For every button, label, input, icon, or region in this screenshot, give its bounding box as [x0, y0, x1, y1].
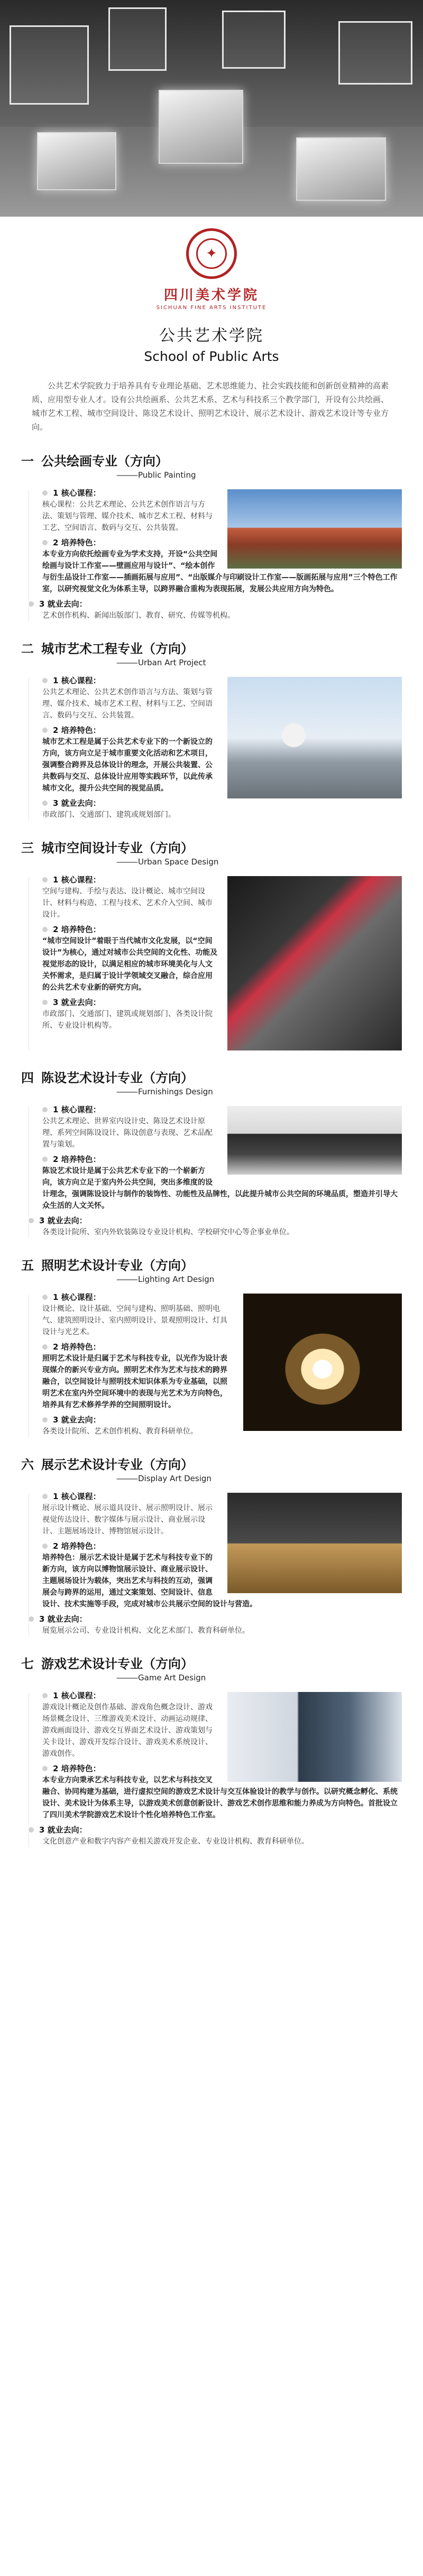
- course-text: 游戏设计概论及创作基础、游戏角色概念设计、游戏场景概念设计、三维游戏美术设计、动画运动规律、游戏画面设计、游戏交互界面艺术设计、游戏策划与关卡设计、游戏开发综合设计、游戏美术系统设计、游戏创作。: [42, 1703, 213, 1758]
- major-body: [21, 487, 402, 625]
- major-number: 五: [21, 1258, 34, 1273]
- major-photo: [227, 1692, 402, 1782]
- major-photo: [227, 876, 402, 1050]
- course-label: 1 核心课程：: [53, 875, 101, 885]
- major-title: [21, 1653, 402, 1672]
- school-header: [0, 217, 423, 371]
- major-section: [0, 1653, 423, 1850]
- feature-text: 培养特色：展示艺术设计是属于艺术与科技专业下的新方向，该方向以博物馆展示设计、商业展示设计、主题展场设计为载体，突出艺术与科技的互动，强调展会与跨界的运用，通过文案策划、空间设计、信息设计、技术实施等手段，完成对城市公共展示空间的设计与营造。: [42, 1554, 257, 1608]
- feature-text: 城市艺术工程是属于公共艺术专业下的一个新设立的方向，该方向立足于城市重要文化活动和艺术项目，强调整合跨界及总体设计的理念，开展公共装置、公共数码与交互、总体设计应用等实践环节，以此传承城市文化，提升公共空间的视觉品质。: [42, 738, 213, 793]
- career-label: 3 就业去向：: [53, 798, 101, 808]
- major-number: 四: [21, 1070, 34, 1085]
- career-text: 市政部门、交通部门、建筑或规划部门、各类设计院所、专业设计机构等。: [42, 1010, 213, 1030]
- school-name-cn: 公共艺术学院: [159, 327, 264, 345]
- career-label: 3 就业去向：: [39, 1216, 87, 1225]
- bullet-dot-icon: [29, 1218, 34, 1223]
- course-text: 空间与建构、手绘与表达、设计概论、城市空间设计、材料与构造、工程与技术、艺术介入空间、城市设计。: [42, 887, 213, 919]
- bullet-dot-icon: [42, 490, 48, 496]
- major-section: [0, 451, 423, 625]
- feature-label: 2 培养特色：: [53, 1342, 101, 1352]
- major-number: 六: [21, 1457, 34, 1472]
- bullet-dot-icon: [42, 801, 48, 806]
- major-body: [21, 1690, 402, 1850]
- exhibit-frame: [108, 7, 167, 71]
- feature-text: 本专业方向秉承艺术与科技专业，以艺术与科技交叉融合、协同构建为基础，进行虚拟空间的游戏艺术设计与交互体验设计的教学与创作。以研究概念孵化、系统设计、美术设计为体系主导，以游戏美术创意创新设计、游戏艺术创作思维和能力养成为方向特色。首批设立了四川美术学院游戏艺术设计个性化培养特色工作室。: [42, 1776, 398, 1819]
- major-name-en: ——— Public Painting: [116, 470, 402, 480]
- bullet-dot-icon: [42, 1494, 48, 1499]
- bullet-dot-icon: [42, 1417, 48, 1422]
- career-label: 3 就业去向：: [53, 1415, 101, 1425]
- major-photo: [227, 1493, 402, 1593]
- course-label: 1 核心课程：: [53, 1691, 101, 1700]
- school-intro: 公共艺术学院致力于培养具有专业理论基础、艺术思维能力、社会实践技能和创新创业精神的高素质、应用型专业人才。设有公共绘画系、公共艺术系、艺术与科技系三个教学部门，开设有公共绘画、城市艺术工程、城市空间设计、陈设艺术设计、照明艺术设计、展示艺术设计、游戏艺术设计等专业方向。: [32, 381, 389, 432]
- brand-subtitle: SICHUAN FINE ARTS INSTITUTE: [156, 305, 267, 311]
- major-name-en: ——— Game Art Design: [116, 1673, 402, 1682]
- major-name: 照明艺术设计专业（方向）: [41, 1258, 194, 1273]
- major-section: [0, 1454, 423, 1640]
- hero-photo: [0, 0, 423, 217]
- bullet-dot-icon: [42, 1000, 48, 1005]
- career-item: [39, 1215, 402, 1238]
- major-section: [0, 1255, 423, 1440]
- bullet-dot-icon: [42, 678, 48, 683]
- major-name-en: ——— Furnishings Design: [116, 1087, 402, 1096]
- career-item: [39, 1824, 402, 1847]
- major-number: 一: [21, 453, 34, 469]
- bullet-dot-icon: [42, 1543, 48, 1549]
- major-body: [21, 874, 402, 1054]
- feature-label: 2 培养特色：: [53, 538, 101, 547]
- major-photo: [227, 489, 402, 569]
- brand-name: 四川美术学院: [163, 287, 259, 303]
- bullet-dot-icon: [42, 1344, 48, 1350]
- course-text: 设计概论、设计基础、空间与建构、照明基础、照明电气、建筑照明设计、室内照明设计、景观照明设计、灯具设计与光艺术。: [42, 1305, 227, 1336]
- major-name: 陈设艺术设计专业（方向）: [41, 1070, 194, 1085]
- feature-label: 2 培养特色：: [53, 925, 101, 934]
- major-name-en: ——— Urban Art Project: [116, 658, 402, 667]
- exhibit-case: [37, 132, 116, 190]
- major-number: 七: [21, 1656, 34, 1671]
- career-label: 3 就业去向：: [53, 998, 101, 1007]
- major-name: 城市艺术工程专业（方向）: [41, 641, 194, 656]
- major-title: [21, 638, 402, 657]
- course-label: 1 核心课程：: [53, 488, 101, 498]
- major-title: [21, 1454, 402, 1473]
- course-label: 1 核心课程：: [53, 1492, 101, 1501]
- course-label: 1 核心课程：: [53, 676, 101, 685]
- bullet-dot-icon: [42, 927, 48, 932]
- career-item: [42, 797, 402, 821]
- career-text: 艺术创作机构、新闻出版部门、教育、研究、传媒等机构。: [42, 611, 235, 620]
- major-number: 三: [21, 840, 34, 855]
- major-photo: [227, 677, 402, 798]
- career-label: 3 就业去向：: [39, 599, 87, 609]
- major-photo: [243, 1294, 402, 1431]
- major-title: [21, 1255, 402, 1273]
- major-section: [0, 838, 423, 1054]
- exhibit-frame: [338, 21, 412, 85]
- school-name-en: School of Public Arts: [144, 349, 279, 364]
- career-text: 各类设计院所、艺术创作机构、教育科研单位。: [42, 1427, 198, 1436]
- course-label: 1 核心课程：: [53, 1105, 101, 1114]
- feature-text: 陈设艺术设计是属于公共艺术专业下的一个崭新方向，该方向立足于室内外公共空间，突出多维度的设计理念，强调陈设设计与制作的装饰性、功能性及品牌性，以此提升城市公共空间的环境品质，塑造并引导大众生活的人文关怀。: [42, 1167, 398, 1210]
- career-text: 市政部门、交通部门、建筑或规划部门。: [42, 811, 176, 819]
- bullet-dot-icon: [42, 1107, 48, 1112]
- career-item: [39, 598, 402, 621]
- major-section: [0, 1067, 423, 1241]
- career-label: 3 就业去向：: [39, 1614, 87, 1624]
- bullet-dot-icon: [29, 1827, 34, 1833]
- major-name: 展示艺术设计专业（方向）: [41, 1457, 194, 1472]
- major-number: 二: [21, 641, 34, 656]
- bullet-dot-icon: [42, 1157, 48, 1162]
- bullet-dot-icon: [42, 1766, 48, 1771]
- major-section: [0, 638, 423, 824]
- feature-label: 2 培养特色：: [53, 1764, 101, 1773]
- major-body: [21, 1291, 402, 1440]
- career-text: 展览展示公司、专业设计机构、文化艺术部门、教育科研单位。: [42, 1626, 250, 1635]
- major-photo: [227, 1106, 402, 1175]
- course-text: 公共艺术理论、世界室内设计史、陈设艺术设计原理、系列空间陈设设计、陈设创意与表现、艺术品配置与策划。: [42, 1117, 213, 1149]
- major-title: [21, 451, 402, 469]
- feature-text: 照明艺术设计是归属于艺术与科技专业，以光作为设计表现媒介的新兴专业方向。照明艺术作为艺术与技术的跨界融合，以空间设计与照明技术知识体系为专业基础，以照明艺术在室内外空间环境中的表现与光艺术为方向特色，培养具有艺术修养学养的空间照明设计。: [42, 1354, 227, 1409]
- exhibit-frame: [222, 11, 286, 69]
- course-text: 展示设计概论、展示道具设计、展示照明设计、展示视觉传达设计、数字媒体与展示设计、商业展示设计、主题展场设计、博物馆展示设计。: [42, 1504, 213, 1536]
- career-text: 文化创意产业和数字内容产业相关游戏开发企业、专业设计机构、教育科研单位。: [42, 1837, 309, 1846]
- course-text: 公共艺术理论、公共艺术创作语言与方法、策划与管理、媒介技术、城市艺术工程、材料与工艺、空间语言、数码与交互、公共装置。: [42, 688, 213, 720]
- major-title: [21, 838, 402, 856]
- major-name: 游戏艺术设计专业（方向）: [41, 1656, 194, 1671]
- course-text: 核心课程：公共艺术理论、公共艺术创作语言与方法、策划与管理、媒介技术、城市艺术工程、材料与工艺、空间语言、数码与交互、公共装置。: [42, 500, 213, 532]
- exhibit-case: [159, 90, 243, 164]
- major-name-en: ——— Urban Space Design: [116, 857, 402, 867]
- course-label: 1 核心课程：: [53, 1292, 101, 1302]
- feature-text: 本专业方向依托绘画专业为学术支持，开设“公共空间绘画与设计工作室——壁画应用与设计”、“绘本创作与衍生品设计工作室——插画拓展与应用”、“出版媒介与印刷设计工作室——版画拓展与应用”三个特色工作室，以研究视觉文化为体系主导，以跨界融合重构为表现拓展，发展公共应用方向为特色。: [42, 550, 398, 593]
- major-name-en: ——— Display Art Design: [116, 1474, 402, 1483]
- career-label: 3 就业去向：: [39, 1825, 87, 1835]
- feature-label: 2 培养特色：: [53, 726, 101, 735]
- major-name: 公共绘画专业（方向）: [41, 453, 168, 469]
- major-name-en: ——— Lighting Art Design: [116, 1275, 402, 1284]
- exhibit-frame: [10, 25, 89, 105]
- major-body: [21, 1104, 402, 1241]
- feature-label: 2 培养特色：: [53, 1155, 101, 1164]
- feature-label: 2 培养特色：: [53, 1541, 101, 1551]
- major-body: [21, 675, 402, 824]
- page-footer-space: [0, 1850, 423, 1882]
- exhibit-case: [296, 137, 386, 201]
- bullet-dot-icon: [42, 1693, 48, 1698]
- major-name: 城市空间设计专业（方向）: [41, 840, 194, 855]
- career-item: [39, 1613, 402, 1636]
- major-body: [21, 1491, 402, 1640]
- career-text: 各类设计院所、室内外软装陈设专业设计机构、学校研究中心等企事业单位。: [42, 1228, 294, 1236]
- bullet-dot-icon: [42, 540, 48, 545]
- bullet-dot-icon: [42, 728, 48, 733]
- bullet-dot-icon: [42, 1295, 48, 1300]
- school-seal-icon: ✦: [186, 228, 237, 279]
- bullet-dot-icon: [29, 601, 34, 607]
- bullet-dot-icon: [42, 877, 48, 882]
- feature-text: “城市空间设计”着眼于当代城市文化发展，以“空间设计”为核心，通过对城市公共空间的文化性、功能及视觉形态的设计，以满足相应的城市环境美化与人文关怀需求，是归属于设计学领域交叉融合，综合应用的公共艺术专业新的研究方向。: [42, 937, 218, 992]
- major-title: [21, 1067, 402, 1086]
- bullet-dot-icon: [29, 1616, 34, 1622]
